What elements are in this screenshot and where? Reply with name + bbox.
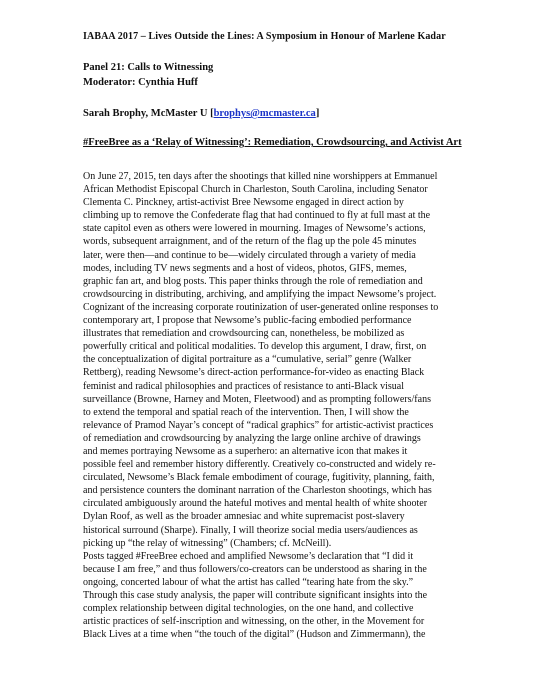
body-line: Cognizant of the increasing corporate routinization of user-generated online responses to (83, 301, 439, 313)
body-line: Black Lives at a time when “the touch of the digital” (Hudson and Zimmermann), the (83, 629, 426, 641)
body-line: graphic fan art, and blog posts. This paper thinks through the role of remediation and (83, 275, 423, 287)
body-line: artistic practices of self-inscription and witnessing, on the other, in the Movement for (83, 616, 425, 628)
body-line: and persistence counters the dominant narration of the Charleston shootings, which has (83, 485, 432, 497)
body-line: of remediation and crowdsourcing by analyzing the large online archive of drawings (83, 432, 421, 444)
body-line: On June 27, 2015, ten days after the shootings that killed nine worshippers at Emmanuel (83, 171, 438, 182)
body-line: circulated, Newsome’s Black female embodiment of courage, fugitivity, planning, faith, (83, 472, 435, 484)
body-line: Clementa C. Pinckney, artist-activist Bree Newsome engaged in direct action by (83, 197, 404, 209)
panel-moderator: Moderator: Cynthia Huff (83, 77, 198, 88)
body-line: state capitol even as others were lowered in mourning. Images of Newsome’s actions, (83, 223, 426, 235)
body-line: to extend the temporal and spatial reach of the intervention. Then, I will show the (83, 406, 409, 418)
body-line: Rettberg), reading Newsome’s direct-action performance-for-video as enacting Black (83, 367, 425, 379)
body-line: complex relationship between digital technologies, on the one hand, and collective (83, 603, 414, 615)
page-header: IABAA 2017 – Lives Outside the Lines: A Symposium in Honour of Marlene Kadar (83, 31, 446, 42)
body-line: Dylan Roof, as well as the broader amnesiac and white supremacist post-slavery (83, 511, 405, 523)
body-line: ongoing, concerted labour of what the artist has called “tearing hate from the sky.” (83, 576, 414, 588)
body-line: later, were then—and continue to be—widely circulated through a variety of media (83, 249, 416, 261)
panel-title: Panel 21: Calls to Witnessing (83, 62, 214, 73)
body-line: contemporary art, I propose that Newsome’s public-facing embodied performance (83, 315, 412, 327)
body-line: African Methodist Episcopal Church in Charleston, South Carolina, including Senator (83, 184, 428, 196)
panel-info (83, 60, 213, 90)
body-line: illustrates that remediation and crowdsourcing can, nonetheless, be mobilized as (83, 328, 405, 340)
body-line: crowdsourcing in distributing, archiving, and amplifying the impact Newsome’s project. (83, 288, 437, 300)
body-line: feminist and radical philosophies and practices of resistance to anti-Black visual (83, 380, 405, 392)
body-line: Through this case study analysis, the paper will contribute significant insights into the (83, 590, 428, 601)
abstract-body (83, 170, 483, 641)
body-line: Posts tagged #FreeBree echoed and amplified Newsome’s declaration that “I did it (83, 550, 414, 562)
body-line: historical surround (Sharpe). Finally, I will theorize social media users/audiences as (83, 524, 418, 536)
body-line: the conceptualization of digital portraiture as a “cumulative, serial” genre (Walker (83, 354, 412, 366)
author-close-bracket: ] (315, 108, 320, 119)
author-email-link[interactable]: brophys@mcmaster.ca (213, 108, 316, 119)
body-line: relevance of Pramod Nayar’s concept of “radical graphics” for artistic-activist practices (83, 419, 434, 431)
author-name: Sarah Brophy, McMaster U [ (83, 108, 214, 119)
body-line: possible feel and remember history differently. Creatively co-constructed and widely re- (83, 459, 436, 471)
body-line: modes, including TV news segments and a host of videos, photos, GIFS, memes, (83, 262, 407, 274)
body-line: powerfully critical and political modalities. To develop this argument, I draw, first, on (83, 341, 427, 353)
body-line: picking up “the relay of witnessing” (Chambers; cf. McNeill). (83, 537, 332, 549)
body-line: because I am free,” and thus followers/co-creators can be understood as sharing in the (83, 563, 427, 575)
body-line: words, subsequent arraignment, and of the return of the flag up the pole 45 minutes (83, 236, 417, 248)
author-line (83, 108, 319, 119)
body-line: circulated ambiguously around the hateful motives and mental health of white shooter (83, 498, 428, 510)
paper-title: #FreeBree as a ‘Relay of Witnessing’: Remediation, Crowdsourcing, and Activist Art (83, 137, 462, 148)
body-line: surveillance (Browne, Harney and Moten, Fleetwood) and as prompting followers/fans (83, 393, 431, 405)
body-line: climbing up to remove the Confederate flag that had continued to fly at full mast at the (83, 210, 431, 222)
body-line: and memes portraying Newsome as a superhero: an alternative icon that makes it (83, 445, 408, 457)
